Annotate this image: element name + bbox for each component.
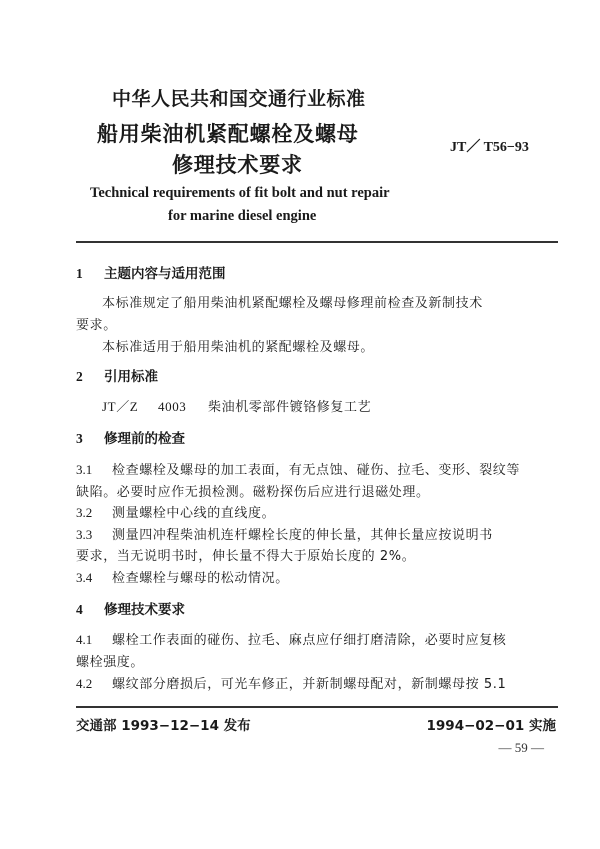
section-number: 4 <box>76 602 83 617</box>
footer-divider <box>76 706 558 708</box>
section-heading <box>76 427 185 447</box>
clause-id: 4.2 <box>76 676 93 691</box>
page-number: — 59 — <box>498 740 544 755</box>
title-line-2: 修理技术要求 <box>172 153 303 177</box>
section-number: 1 <box>76 266 83 281</box>
clause-text: 检查螺栓及螺母的加工表面，有无点蚀、碰伤、拉毛、变形、裂纹等 <box>112 463 521 478</box>
clause <box>76 502 275 521</box>
section-title: 引用标准 <box>104 369 158 385</box>
standard-code: JT／ T56−93 <box>450 140 529 155</box>
section-title: 主题内容与适用范围 <box>104 266 226 282</box>
section-heading <box>76 365 158 385</box>
clause-id: 3.3 <box>76 527 93 542</box>
issued-date: 交通部 1993−12−14 发布 <box>76 718 251 734</box>
clause-continuation: 要求，当无说明书时，伸长量不得大于原始长度的 2%。 <box>76 549 416 564</box>
english-title-line-2: for marine diesel engine <box>168 208 317 224</box>
title-line-1: 船用柴油机紧配螺栓及螺母 <box>97 122 359 146</box>
clause-id: 3.4 <box>76 570 93 585</box>
section-number: 2 <box>76 369 83 384</box>
reference-name: 柴油机零部件镀铬修复工艺 <box>208 400 372 415</box>
section-title: 修理前的检查 <box>104 431 185 447</box>
english-title-line-1: Technical requirements of fit bolt and nut repair <box>90 185 390 201</box>
clause <box>76 524 493 543</box>
clause-continuation: 缺陷。必要时应作无损检测。磁粉探伤后应进行退磁处理。 <box>76 485 430 500</box>
section-title: 修理技术要求 <box>104 602 185 618</box>
paragraph-continuation: 要求。 <box>76 318 117 333</box>
clause-text: 测量螺栓中心线的直线度。 <box>112 506 276 521</box>
clause <box>76 459 520 478</box>
clause-text: 螺纹部分磨损后，可光车修正，并新制螺母配对，新制螺母按 5.1 <box>112 677 507 692</box>
effective-date: 1994−02−01 实施 <box>426 718 556 734</box>
clause-id: 4.1 <box>76 632 93 647</box>
paragraph: 本标准规定了船用柴油机紧配螺栓及螺母修理前检查及新制技术 <box>102 296 483 311</box>
clause <box>76 673 506 692</box>
header-divider <box>76 241 558 243</box>
clause-continuation: 螺栓强度。 <box>76 655 145 670</box>
clause-id: 3.2 <box>76 505 93 520</box>
reference-code: JT／Z <box>102 399 139 414</box>
section-heading <box>76 262 226 282</box>
issuing-organization: 中华人民共和国交通行业标准 <box>112 88 366 110</box>
reference-number: 4003 <box>158 399 187 414</box>
clause <box>76 629 506 648</box>
clause-text: 螺栓工作表面的碰伤、拉毛、麻点应仔细打磨清除，必要时应复核 <box>112 633 507 648</box>
reference-entry <box>102 396 371 415</box>
paragraph: 本标准适用于船用柴油机的紧配螺栓及螺母。 <box>102 340 375 355</box>
clause-text: 检查螺栓与螺母的松动情况。 <box>112 571 289 586</box>
clause-id: 3.1 <box>76 462 93 477</box>
section-heading <box>76 598 185 618</box>
clause <box>76 567 289 586</box>
section-number: 3 <box>76 431 83 446</box>
clause-text: 测量四冲程柴油机连杆螺栓长度的伸长量，其伸长量应按说明书 <box>112 528 493 543</box>
